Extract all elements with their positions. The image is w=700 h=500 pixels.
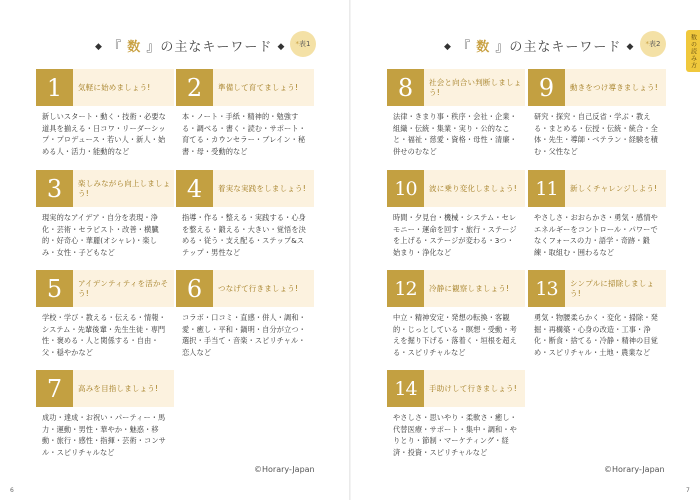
keyword-card-12 (387, 270, 525, 359)
page-gutter (349, 0, 351, 500)
copyright: ©Horary-Japan (604, 465, 665, 474)
keyword-card-10 (387, 170, 525, 259)
keyword-card-1 (36, 69, 174, 158)
card-number: 14 (387, 370, 424, 407)
card-body: 中立・精神安定・発想の転換・客観的・じっとしている・瞑想・受動・考えを掘り下げる・落着く・垣根を超える・スピリチャルなど (393, 313, 517, 357)
card-number: 3 (36, 170, 73, 207)
keyword-card-4 (176, 170, 314, 259)
table-badge: * 表2 (640, 31, 666, 57)
card-number: 5 (36, 270, 73, 307)
card-title: 気軽に始めましょう! (78, 82, 151, 92)
chapter-tab[interactable]: 数の読み方 (686, 30, 700, 72)
card-number: 6 (176, 270, 213, 307)
card-number: 13 (528, 270, 565, 307)
card-number: 8 (387, 69, 424, 106)
keyword-card-7 (36, 370, 174, 459)
card-title: シンプルに掃除しましょう! (570, 278, 655, 298)
card-title: 波に乗り変化しましょう! (429, 183, 517, 193)
page-number: 7 (686, 487, 690, 494)
card-title: 準備して育てましょう! (218, 82, 299, 92)
card-number: 11 (528, 170, 565, 207)
card-number: 4 (176, 170, 213, 207)
card-body: 新しいスタート・動く・技術・必要な道具を揃える・日コワ・リーダーシップ・プロデュース・若い人・新人・始める人・活力・能動的など (42, 112, 166, 156)
table-badge: * 表1 (290, 31, 316, 57)
card-title: 楽しみながら向上しましょう! (78, 178, 171, 198)
keyword-card-13 (528, 270, 666, 359)
keyword-card-5 (36, 270, 174, 359)
card-title: 動きをつけ導きましょう! (570, 82, 658, 92)
card-body: 研究・探究・自己反省・学ぶ・教える・まとめる・伝授・伝統・統合・全体・先生・導師・ベテラン・経験を積む・父性など (534, 112, 658, 156)
card-title: つなげて行きましょう! (218, 283, 299, 293)
card-body: 法律・きまり事・秩序・会社・企業・組織・伝統・集業・実り・公的なこと・福祉・慈愛・資格・母性・清廉・併せのむなど (393, 112, 517, 156)
diamond-icon: ◆ (626, 42, 635, 52)
card-title: 手助けして行きましょう! (429, 383, 517, 393)
card-number: 12 (387, 270, 424, 307)
card-title: 着実な実践をしましょう! (218, 183, 306, 193)
card-body: 学校・学び・教える・伝える・情報・システム・先輩後輩・先生生徒・専門性・褒める・人と関係する・自由・父・穏やかなど (42, 313, 166, 357)
keyword-card-14 (387, 370, 525, 459)
card-title: 高みを目指しましょう! (78, 383, 159, 393)
card-body: 時間・夕見台・機械・システム・セレモニー・運命を回す・旅行・ステージを上げる・ステージが変わる・3つ・始まり・浄化など (393, 213, 517, 257)
keyword-card-11 (528, 170, 666, 259)
card-body: 現実的なアイデア・自分を表現・浄化・芸術・セラピスト・改善・横臓的・好奇心・華麗(オシャレ)・楽しみ・女性・子どもなど (42, 213, 159, 257)
keyword-card-9 (528, 69, 666, 158)
keyword-card-8 (387, 69, 525, 158)
card-title: 社会と向合い判断しましょう! (429, 77, 522, 97)
page-number: 6 (10, 487, 14, 494)
keyword-card-3 (36, 170, 174, 259)
card-body: 本・ノート・手紙・精神的・勉強する・調べる・書く・読む・サポート・育てる・カウンセラー・ブレイン・秘書・母・受動的など (182, 112, 306, 156)
card-body: 勇気・物腰柔らかく・変化・掃除・発掘・再構築・心身の改造・工事・浄化・断食・捨てる・冷静・精神の目覚め・スピリチャル・土地・農業など (534, 313, 658, 357)
keyword-card-2 (176, 69, 314, 158)
card-number: 9 (528, 69, 565, 106)
diamond-icon: ◆ (444, 42, 452, 52)
card-number: 1 (36, 69, 73, 106)
card-number: 10 (387, 170, 424, 207)
left-page-heading: ◆ 『 数 』の主なキーワード ◆ (95, 40, 286, 55)
card-title: アイデンティティを活かそう! (78, 278, 169, 298)
card-title: 冷静に観察しましょう! (429, 283, 510, 293)
card-body: 指導・作る・整える・実践する・心身を整える・鍛える・大きい・覚悟を決める・従う・支え配る・ステップ&ステップ・男性など (182, 213, 306, 257)
diamond-icon: ◆ (95, 42, 103, 52)
keyword-card-6 (176, 270, 314, 359)
card-number: 2 (176, 69, 213, 106)
card-body: やさしさ・おおらかさ・勇気・感情やエネルギーをコントロール・パワーでなくフォースの力・語学・奇跡・鍛練・取組む・囲わるなど (534, 213, 658, 257)
card-number: 7 (36, 370, 73, 407)
card-body: 成功・達成・お祝い・パーティー・馬力・運動・男性・華やか・魅惑・移動・旅行・感性・指揮・芸術・コンサル・スピリチャルなど (42, 413, 166, 457)
card-body: やさしさ・思いやり・柔軟さ・癒し・代替医療・サポート・集中・調和・やりとり・節制・マーケティング・経済・投資・スピリチャルなど (393, 413, 517, 457)
card-title: 新しくチャレンジしよう! (570, 183, 658, 193)
right-page-heading: ◆ 『 数 』の主なキーワード ◆ (444, 40, 635, 55)
diamond-icon: ◆ (277, 42, 286, 52)
card-body: コラボ・口コミ・直感・併人・調和・愛・癒し・平和・鍋明・自分が立つ・選択・手当て・音楽・スピリチャル・恋人など (182, 313, 306, 357)
copyright: ©Horary-Japan (254, 465, 315, 474)
